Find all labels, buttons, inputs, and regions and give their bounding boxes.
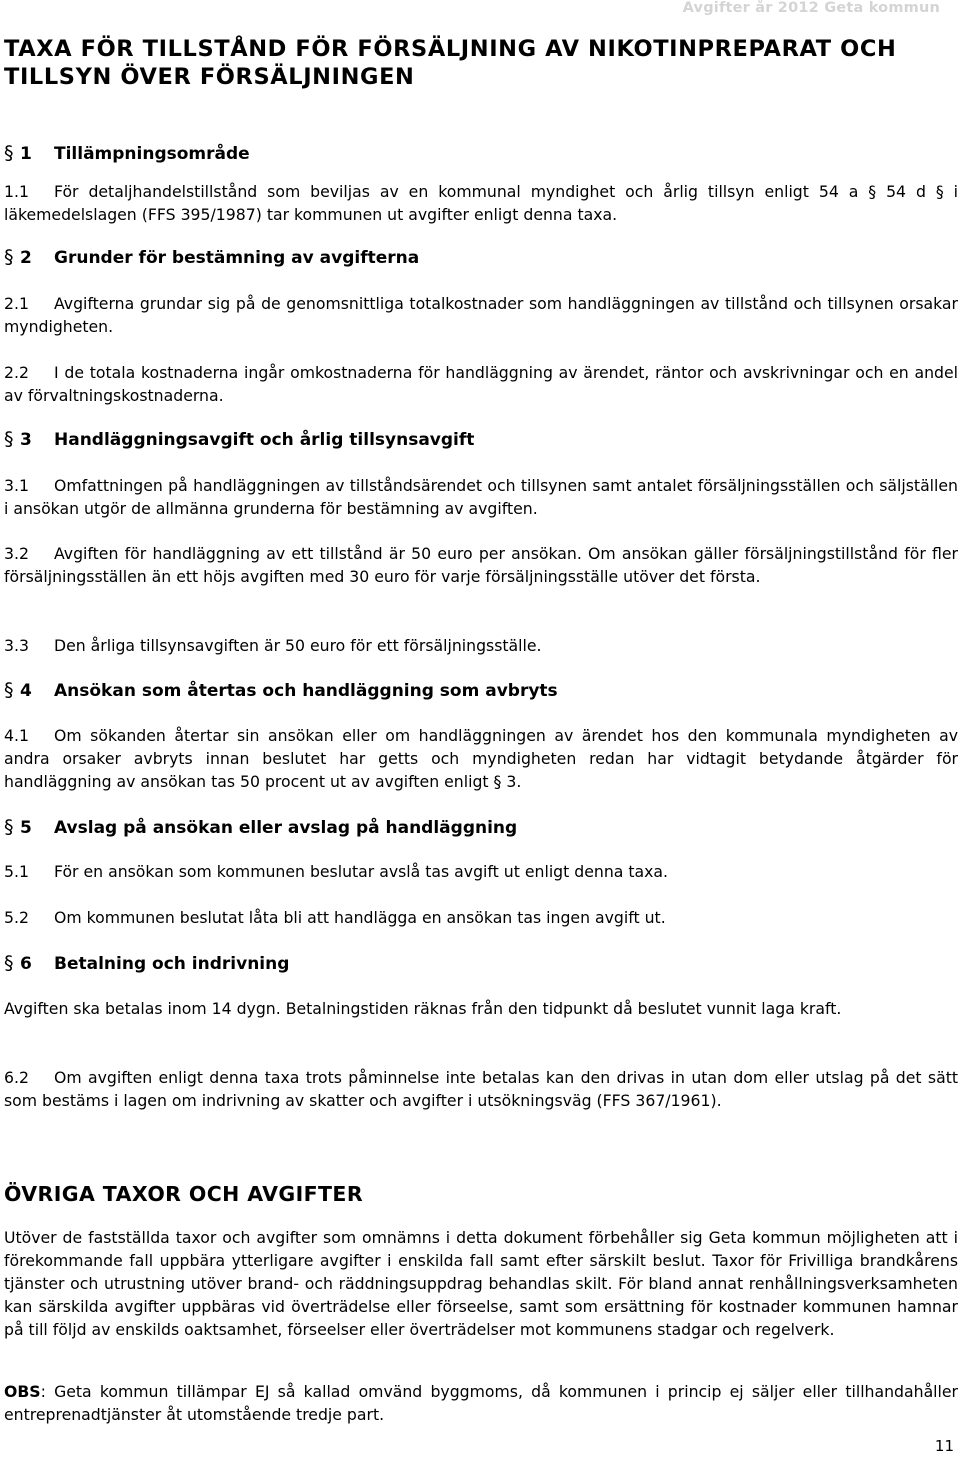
- paragraph-3-1: [4, 474, 958, 520]
- paragraph-number: 4.1: [4, 726, 29, 745]
- paragraph-text: I de totala kostnaderna ingår omkostnaderna för handläggning av ärendet, räntor och avskrivningar och en andel av förvaltningskostnaderna.: [4, 363, 958, 405]
- paragraph-2-1: [4, 292, 958, 338]
- paragraph-number: 5.2: [4, 908, 29, 927]
- section-sign: §: [4, 816, 14, 838]
- section-sign: §: [4, 428, 14, 450]
- document-title: TAXA FÖR TILLSTÅND FÖR FÖRSÄLJNING AV NIKOTINPREPARAT OCH TILLSYN ÖVER FÖRSÄLJNINGEN: [4, 36, 897, 90]
- paragraph-number: 3.1: [4, 476, 29, 495]
- section-heading-1: [4, 142, 944, 165]
- paragraph-number: 5.1: [4, 862, 29, 881]
- paragraph-number: 3.3: [4, 636, 29, 655]
- section-heading-3: [4, 428, 944, 451]
- paragraph-text: För en ansökan som kommunen beslutar avslå tas avgift ut enligt denna taxa.: [54, 862, 669, 881]
- paragraph-text: Avgiften ska betalas inom 14 dygn. Betalningstiden räknas från den tidpunkt då beslutet vunnit laga kraft.: [4, 999, 842, 1018]
- section-title: Avslag på ansökan eller avslag på handläggning: [54, 818, 518, 838]
- paragraph-text: Den årliga tillsynsavgiften är 50 euro för ett försäljningsställe.: [54, 636, 542, 655]
- section-heading-4: [4, 679, 944, 702]
- section-number: 5: [20, 818, 32, 838]
- paragraph-6-2: [4, 1066, 958, 1112]
- section-title: Tillämpningsområde: [54, 144, 250, 164]
- page-number: 11: [934, 1437, 954, 1455]
- paragraph-text: För detaljhandelstillstånd som beviljas av en kommunal myndighet och årlig tillsyn enligt 54 a § 54 d § i läkemedelslagen (FFS 395/1987) tar kommunen ut avgifter enligt denna taxa.: [4, 182, 958, 224]
- paragraph-number: 2.2: [4, 363, 29, 382]
- section-sign: §: [4, 679, 14, 701]
- obs-text: : Geta kommun tillämpar EJ så kallad omvänd byggmoms, då kommunen i princip ej säljer eller tillhandahåller entreprenadtjänster åt utomstående tredje part.: [4, 1382, 958, 1424]
- section-title: Betalning och indrivning: [54, 954, 290, 974]
- section-sign: §: [4, 142, 14, 164]
- paragraph-1-1: [4, 180, 958, 226]
- section-title: Handläggningsavgift och årlig tillsynsavgift: [54, 430, 475, 450]
- paragraph-text: Omfattningen på handläggningen av tillståndsärendet och tillsynen samt antalet försäljningsställen och säljställen i ansökan utgör de allmänna grunderna för bestämning av avgiften.: [4, 476, 958, 518]
- section-heading-2: [4, 246, 944, 269]
- paragraph-5-1: [4, 860, 958, 883]
- obs-label: OBS: [4, 1382, 41, 1401]
- paragraph-number: 3.2: [4, 544, 29, 563]
- section-title: Ansökan som återtas och handläggning som avbryts: [54, 681, 558, 701]
- section-number: 1: [20, 144, 32, 164]
- other-fees-paragraph: Utöver de fastställda taxor och avgifter som omnämns i detta dokument förbehåller sig Geta kommun möjligheten att i förekommande fall uppbära ytterligare avgifter i enskilda fall samt efter särskilt beslut. Taxor för Frivilliga brandkårens tjänster och utrustning utöver brand- och räddningsuppdrag behandlas skilt. För bland annat renhållningsverksamheten kan särskilda avgifter uppbäras vid överträdelse eller förseelse, samt som ersättning för kostnader kommunen hamnar på till följd av enskilds oaktsamhet, förseelser eller överträdelser mot kommunens stadgar och regelverk.: [4, 1228, 958, 1339]
- section-number: 2: [20, 248, 32, 268]
- section-sign: §: [4, 952, 14, 974]
- paragraph-number: 1.1: [4, 182, 29, 201]
- section-title: Grunder för bestämning av avgifterna: [54, 248, 420, 268]
- paragraph-text: Avgiften för handläggning av ett tillstånd är 50 euro per ansökan. Om ansökan gäller försäljningstillstånd för fler försäljningsställen än ett höjs avgiften med 30 euro för varje försäljningsställe utöver det första.: [4, 544, 958, 586]
- section-sign: §: [4, 246, 14, 268]
- obs-note: [4, 1380, 958, 1426]
- paragraph-5-2: [4, 906, 958, 929]
- paragraph-3-2: [4, 542, 958, 588]
- paragraph-text: Om avgiften enligt denna taxa trots påminnelse inte betalas kan den drivas in utan dom eller utslag på det sätt som bestäms i lagen om indrivning av skatter och avgifter i utsökningsväg (FFS 367/1961).: [4, 1068, 958, 1110]
- section-heading-6: [4, 952, 944, 975]
- paragraph-text: Om sökanden återtar sin ansökan eller om handläggningen av ärendet hos den kommunala myndigheten av andra orsaker avbryts innan beslutet har getts och myndigheten redan har vidtagit betydande åtgärder för handläggning av ansökan tas 50 procent ut av avgiften enligt § 3.: [4, 726, 958, 791]
- paragraph-4-1: [4, 724, 958, 793]
- running-header: Avgifter år 2012 Geta kommun: [682, 0, 940, 16]
- section-number: 4: [20, 681, 32, 701]
- paragraph-number: 6.2: [4, 1068, 29, 1087]
- other-fees-title: ÖVRIGA TAXOR OCH AVGIFTER: [4, 1182, 364, 1206]
- paragraph-6-1: [4, 997, 958, 1020]
- section-number: 6: [20, 954, 32, 974]
- paragraph-2-2: [4, 361, 958, 407]
- section-heading-5: [4, 816, 944, 839]
- paragraph-text: Om kommunen beslutat låta bli att handlägga en ansökan tas ingen avgift ut.: [54, 908, 666, 927]
- paragraph-3-3: [4, 634, 958, 657]
- paragraph-text: Avgifterna grundar sig på de genomsnittliga totalkostnader som handläggningen av tillstånd och tillsynen orsakar myndigheten.: [4, 294, 958, 336]
- paragraph-number: 2.1: [4, 294, 29, 313]
- section-number: 3: [20, 430, 32, 450]
